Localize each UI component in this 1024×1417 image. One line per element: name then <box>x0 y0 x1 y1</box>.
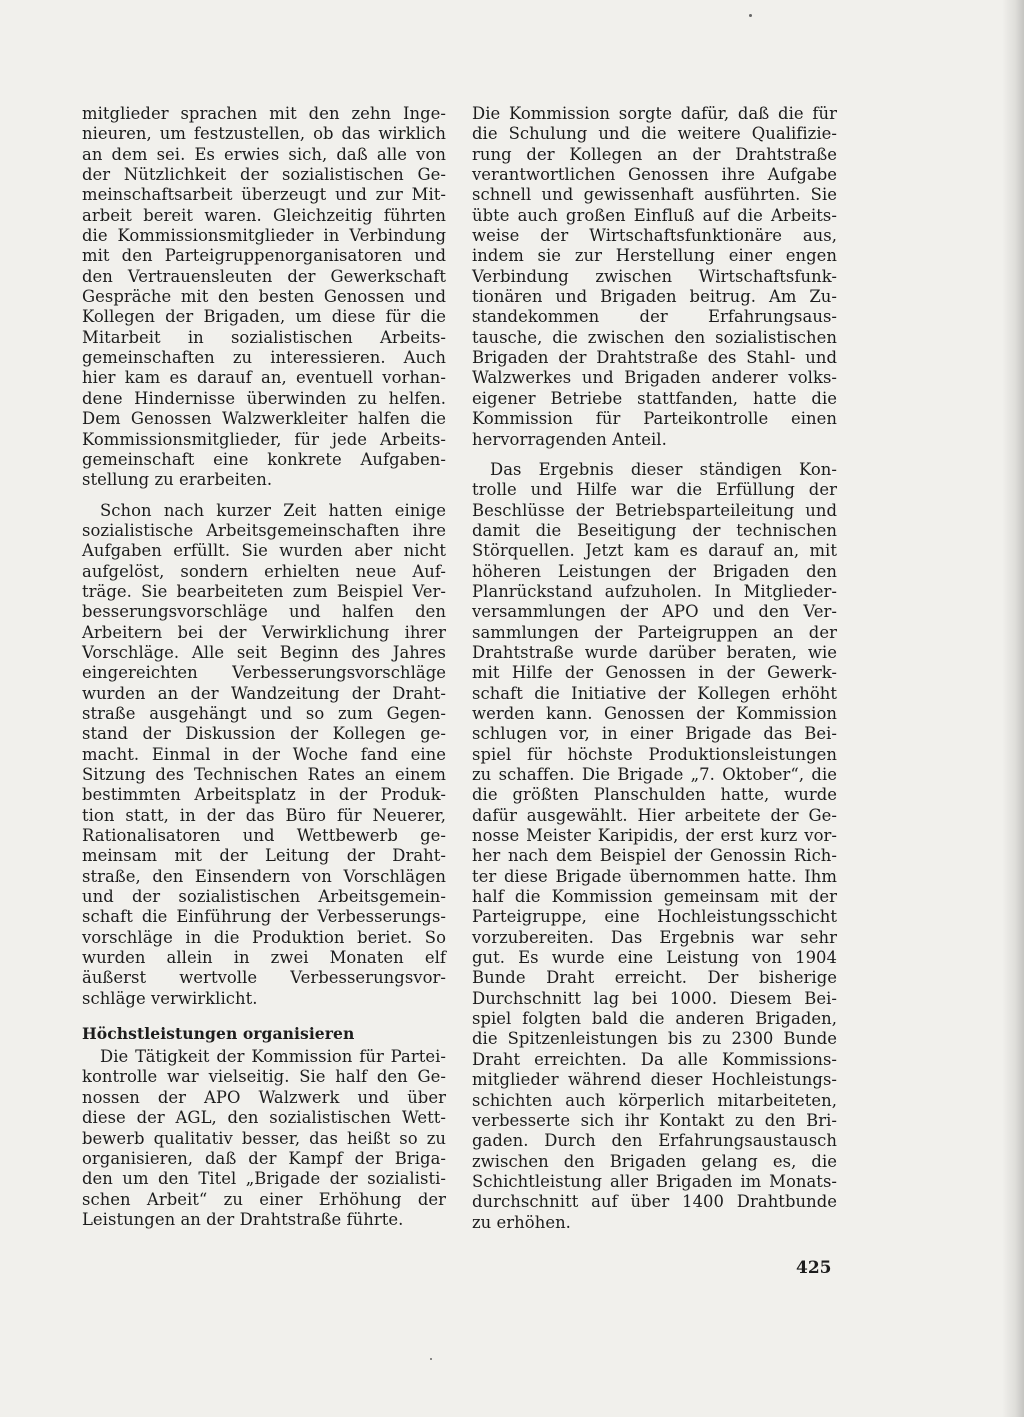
text-line: Drahtstraße wurde darüber beraten, wie <box>472 642 837 662</box>
text-line: gaden. Durch den Erfahrungsaustausch <box>472 1131 837 1151</box>
text-line: Schon nach kurzer Zeit hatten einige <box>100 500 446 520</box>
text-line: versammlungen der APO und den Ver- <box>472 602 837 622</box>
text-line: rung der Kollegen an der Drahtstraße <box>472 144 837 164</box>
text-line: stellung zu erarbeiten. <box>82 470 273 490</box>
text-line: trolle und Hilfe war die Erfüllung der <box>472 480 837 500</box>
text-line: die Spitzenleistungen bis zu 2300 Bunde <box>472 1029 837 1049</box>
section-heading: Höchstleistungen organisieren <box>82 1024 355 1044</box>
text-line: zu erhöhen. <box>472 1212 571 1232</box>
text-line: mit den Parteigruppenorganisatoren und <box>82 246 446 266</box>
right-column <box>472 104 837 1233</box>
text-line: übte auch großen Einfluß auf die Arbeits- <box>472 205 837 225</box>
text-line: Aufgaben erfüllt. Sie wurden aber nicht <box>82 541 446 561</box>
text-line: schnell und gewissenhaft ausführten. Sie <box>472 185 837 205</box>
text-line: werden kann. Genossen der Kommission <box>472 703 837 723</box>
paragraph-gap <box>82 491 446 501</box>
text-line: Brigaden der Drahtstraße des Stahl- und <box>472 348 837 368</box>
text-line: Planrückstand aufzuholen. In Mitglieder- <box>472 581 837 601</box>
text-line: half die Kommission gemeinsam mit der <box>472 887 837 907</box>
text-line: äußerst wertvolle Verbesserungsvor- <box>82 968 446 988</box>
text-line: den Vertrauensleuten der Gewerkschaft <box>82 266 446 286</box>
text-line: hier kam es darauf an, eventuell vorhan- <box>82 368 446 388</box>
text-line: vorschläge in die Produktion beriet. So <box>82 927 446 947</box>
text-line: an dem sei. Es erwies sich, daß alle von <box>82 144 446 164</box>
text-line: nossen der APO Walzwerk und über <box>82 1087 446 1107</box>
text-line: mitglieder während dieser Hochleistungs- <box>472 1070 837 1090</box>
text-line: diese der AGL, den sozialistischen Wett- <box>82 1108 446 1128</box>
text-line: Sitzung des Technischen Rates an einem <box>82 765 446 784</box>
text-line: höheren Leistungen der Brigaden den <box>472 561 837 581</box>
text-line: Das Ergebnis dieser ständigen Kon- <box>490 459 837 479</box>
text-line: tion statt, in der das Büro für Neuerer, <box>82 805 446 825</box>
text-line: standekommen der Erfahrungsaus- <box>472 307 837 327</box>
print-speck <box>749 14 752 17</box>
text-line: tausche, die zwischen den sozialistischen <box>472 327 837 347</box>
text-line: Verbindung zwischen Wirtschaftsfunk- <box>472 266 837 286</box>
text-line: Bunde Draht erreicht. Der bisherige <box>472 968 837 988</box>
text-line: Mitarbeit in sozialistischen Arbeits- <box>82 327 446 347</box>
page-edge-shadow <box>1002 0 1024 1417</box>
text-line: vorzubereiten. Das Ergebnis war sehr <box>472 927 837 947</box>
text-line: hervorragenden Anteil. <box>472 429 667 449</box>
text-line: eingereichten Verbesserungsvorschläge <box>82 663 446 683</box>
paragraph-1 <box>82 104 446 491</box>
text-line: die Schulung und die weitere Qualifizie- <box>472 124 837 144</box>
text-line: Die Kommission sorgte dafür, daß die für <box>472 104 837 123</box>
text-line: organisieren, daß der Kampf der Briga- <box>82 1148 446 1168</box>
text-line: her nach dem Beispiel der Genossin Rich- <box>472 846 837 866</box>
text-line: weise der Wirtschaftsfunktionäre aus, <box>472 226 837 246</box>
text-line: meinsam mit der Leitung der Draht- <box>82 846 446 866</box>
text-line: macht. Einmal in der Woche fand eine <box>82 744 446 764</box>
text-line: gemeinschaft eine konkrete Aufgaben- <box>82 449 446 469</box>
text-line: Dem Genossen Walzwerkleiter halfen die <box>82 409 446 429</box>
text-line: schen Arbeit“ zu einer Erhöhung der <box>82 1189 446 1209</box>
text-line: indem sie zur Herstellung einer engen <box>472 246 837 266</box>
text-line: bewerb qualitativ besser, das heißt so zu <box>82 1128 446 1148</box>
text-line: Schichtleistung aller Brigaden im Monats- <box>472 1171 837 1191</box>
paragraph-gap <box>472 450 837 460</box>
text-line: damit die Beseitigung der technischen <box>472 520 837 540</box>
text-line: nosse Meister Karipidis, der erst kurz vor- <box>472 826 837 846</box>
text-line: tionären und Brigaden beitrug. Am Zu- <box>472 287 837 307</box>
text-line: träge. Sie bearbeiteten zum Beispiel Ver- <box>82 581 446 601</box>
text-line: zwischen den Brigaden gelang es, die <box>472 1151 837 1171</box>
paragraph-4 <box>472 104 837 450</box>
text-line: eigener Betriebe stattfanden, hatte die <box>472 388 837 408</box>
text-line: Gespräche mit den besten Genossen und <box>82 287 446 307</box>
text-line: wurden an der Wandzeitung der Draht- <box>82 683 446 703</box>
text-line: schaft die Einführung der Verbesserungs- <box>82 907 446 927</box>
text-line: schlugen vor, in einer Brigade das Bei- <box>472 724 837 744</box>
text-line: aufgelöst, sondern erhielten neue Auf- <box>82 561 446 581</box>
text-line: Walzwerkes und Brigaden anderer volks- <box>472 368 837 388</box>
page-number: 425 <box>796 1258 832 1278</box>
text-line: spiel folgten bald die anderen Brigaden, <box>472 1009 837 1029</box>
text-line: Kommissionsmitglieder, für jede Arbeits- <box>82 429 446 449</box>
left-column <box>82 104 446 1230</box>
text-line: gemeinschaften zu interessieren. Auch <box>82 348 446 368</box>
text-line: kontrolle war vielseitig. Sie half den Ge- <box>82 1067 446 1087</box>
text-line: durchschnitt auf über 1400 Drahtbunde <box>472 1192 837 1212</box>
paragraph-3 <box>82 1047 446 1230</box>
print-speck <box>430 1358 432 1360</box>
text-line: dene Hindernisse überwinden zu helfen. <box>82 388 446 408</box>
text-line: Arbeitern bei der Verwirklichung ihrer <box>82 622 446 642</box>
paragraph-2 <box>82 501 446 1010</box>
text-line: und der sozialistischen Arbeitsgemein- <box>82 887 446 907</box>
text-line: wurden allein in zwei Monaten elf <box>82 948 446 968</box>
text-line: Die Tätigkeit der Kommission für Partei- <box>100 1047 446 1067</box>
text-line: sozialistische Arbeitsgemeinschaften ihre <box>82 520 446 540</box>
text-line: ter diese Brigade übernommen hatte. Ihm <box>472 866 837 886</box>
text-line: besserungsvorschläge und halfen den <box>82 602 446 622</box>
paragraph-gap <box>82 1009 446 1019</box>
text-line: schläge verwirklicht. <box>82 988 258 1008</box>
text-line: Draht erreichten. Da alle Kommissions- <box>472 1049 837 1069</box>
text-line: zu schaffen. Die Brigade „7. Oktober“, die <box>472 765 837 784</box>
text-line: den um den Titel „Brigade der sozialisti- <box>82 1169 446 1189</box>
text-line: stand der Diskussion der Kollegen ge- <box>82 724 446 744</box>
text-line: Leistungen an der Drahtstraße führte. <box>82 1209 404 1229</box>
text-line: spiel für höchste Produktionsleistungen <box>472 744 837 764</box>
text-line: bestimmten Arbeitsplatz in der Produk- <box>82 785 446 805</box>
text-line: Parteigruppe, eine Hochleistungsschicht <box>472 907 837 927</box>
text-line: schaft die Initiative der Kollegen erhöht <box>472 683 837 703</box>
text-line: sammlungen der Parteigruppen an der <box>472 622 837 642</box>
text-line: Beschlüsse der Betriebsparteileitung und <box>472 500 837 520</box>
text-line: Störquellen. Jetzt kam es darauf an, mit <box>472 541 837 561</box>
text-line: verbesserte sich ihr Kontakt zu den Bri- <box>472 1110 837 1130</box>
text-line: Kommission für Parteikontrolle einen <box>472 409 837 429</box>
text-line: straße ausgehängt und so zum Gegen- <box>82 703 446 723</box>
text-line: dafür ausgewählt. Hier arbeitete der Ge- <box>472 805 837 825</box>
text-line: nieuren, um festzustellen, ob das wirklich <box>82 124 446 144</box>
text-line: meinschaftsarbeit überzeugt und zur Mit- <box>82 185 446 205</box>
text-line: Rationalisatoren und Wettbewerb ge- <box>82 826 446 846</box>
text-line: Vorschläge. Alle seit Beginn des Jahres <box>82 642 446 662</box>
text-line: straße, den Einsendern von Vorschlägen <box>82 866 446 886</box>
paragraph-5 <box>472 460 837 1233</box>
text-line: gut. Es wurde eine Leistung von 1904 <box>472 948 837 968</box>
text-line: Kollegen der Brigaden, um diese für die <box>82 307 446 327</box>
text-line: Durchschnitt lag bei 1000. Diesem Bei- <box>472 988 837 1008</box>
text-line: der Nützlichkeit der sozialistischen Ge- <box>82 165 446 185</box>
text-line: mit Hilfe der Genossen in der Gewerk- <box>472 663 837 683</box>
text-line: mitglieder sprachen mit den zehn Inge- <box>82 104 446 123</box>
text-line: die größten Planschulden hatte, wurde <box>472 785 837 805</box>
text-line: die Kommissionsmitglieder in Verbindung <box>82 226 446 246</box>
text-line: schichten auch körperlich mitarbeiteten, <box>472 1090 837 1110</box>
text-line: arbeit bereit waren. Gleichzeitig führten <box>82 205 446 225</box>
text-line: verantwortlichen Genossen ihre Aufgabe <box>472 165 837 185</box>
